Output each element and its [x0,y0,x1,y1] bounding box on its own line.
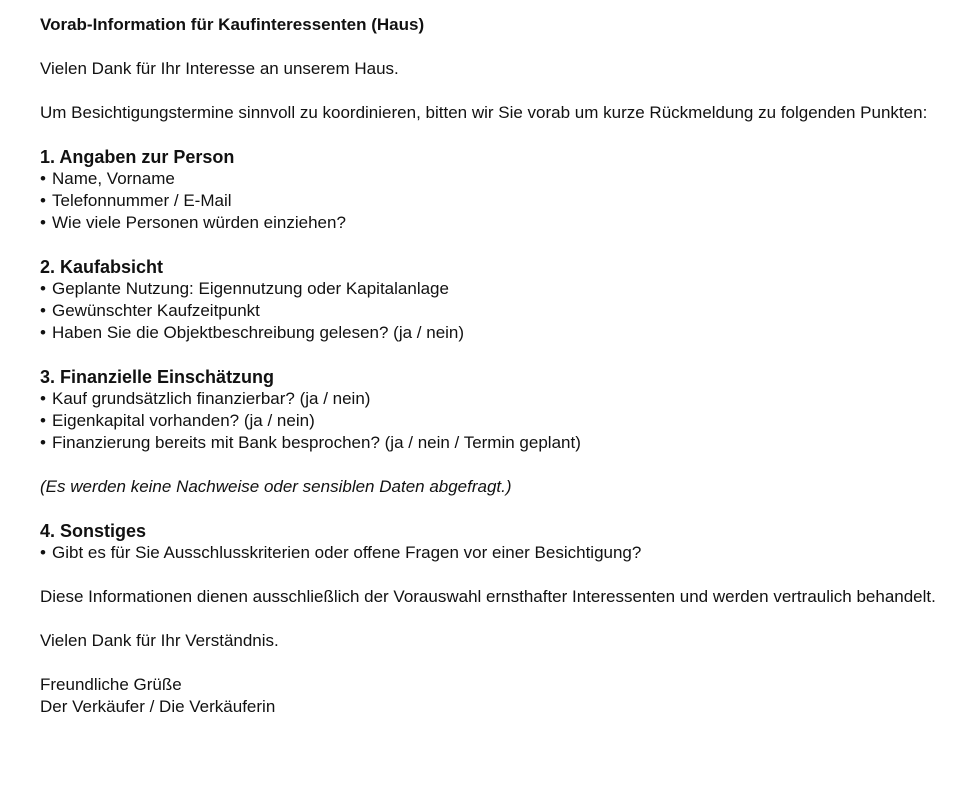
bullet-icon: • [40,543,46,562]
section-person [40,146,940,234]
intro-text: Vielen Dank für Ihr Interesse an unserem Haus. [40,59,399,78]
thanks-text: Vielen Dank für Ihr Verständnis. [40,631,279,650]
closing-text: Freundliche Grüße [40,675,182,694]
bullet-icon: • [40,191,46,210]
document-title: Vorab-Information für Kaufinteressenten (Haus) [40,15,425,34]
list-item [40,278,940,300]
spacer [40,124,940,146]
section-heading: 3. Finanzielle Einschätzung [40,367,275,387]
list-item [40,190,940,212]
confidentiality-text: Diese Informationen dienen ausschließlich der Vorauswahl ernsthafter Interessenten und werden vertraulich behandelt. [40,587,936,606]
section-financial [40,366,940,454]
list-item-text: Eigenkapital vorhanden? (ja / nein) [52,411,315,430]
request-text: Um Besichtigungstermine sinnvoll zu koordinieren, bitten wir Sie vorab um kurze Rückmeldung zu folgenden Punkten: [40,103,928,122]
spacer [40,454,940,476]
section-heading: 4. Sonstiges [40,521,147,541]
privacy-note: (Es werden keine Nachweise oder sensiblen Daten abgefragt.) [40,477,512,496]
signature-text: Der Verkäufer / Die Verkäuferin [40,697,276,716]
section-heading: 1. Angaben zur Person [40,147,235,167]
list-item-text: Telefonnummer / E-Mail [52,191,232,210]
section-purchase-intent [40,256,940,344]
bullet-icon: • [40,279,46,298]
section-heading: 2. Kaufabsicht [40,257,164,277]
list-item-text: Kauf grundsätzlich finanzierbar? (ja / nein) [52,389,371,408]
list-item-text: Gewünschter Kaufzeitpunkt [52,301,260,320]
list-item-text: Haben Sie die Objektbeschreibung gelesen? (ja / nein) [52,323,465,342]
spacer [40,564,940,586]
spacer [40,36,940,58]
bullet-list [40,168,940,234]
document [40,14,940,718]
bullet-list [40,388,940,454]
list-item [40,212,940,234]
list-item-text: Gibt es für Sie Ausschlusskriterien oder offene Fragen vor einer Besichtigung? [52,543,642,562]
list-item [40,388,940,410]
list-item [40,542,940,564]
spacer [40,80,940,102]
bullet-list [40,278,940,344]
bullet-icon: • [40,169,46,188]
spacer [40,234,940,256]
bullet-icon: • [40,301,46,320]
spacer [40,344,940,366]
list-item [40,410,940,432]
bullet-icon: • [40,213,46,232]
list-item-text: Finanzierung bereits mit Bank besprochen? (ja / nein / Termin geplant) [52,433,581,452]
spacer [40,608,940,630]
list-item [40,322,940,344]
list-item-text: Geplante Nutzung: Eigennutzung oder Kapitalanlage [52,279,449,298]
bullet-icon: • [40,411,46,430]
list-item-text: Wie viele Personen würden einziehen? [52,213,346,232]
list-item [40,168,940,190]
spacer [40,652,940,674]
bullet-list [40,542,940,564]
spacer [40,498,940,520]
bullet-icon: • [40,433,46,452]
bullet-icon: • [40,323,46,342]
list-item-text: Name, Vorname [52,169,175,188]
bullet-icon: • [40,389,46,408]
section-misc [40,520,940,564]
list-item [40,432,940,454]
list-item [40,300,940,322]
